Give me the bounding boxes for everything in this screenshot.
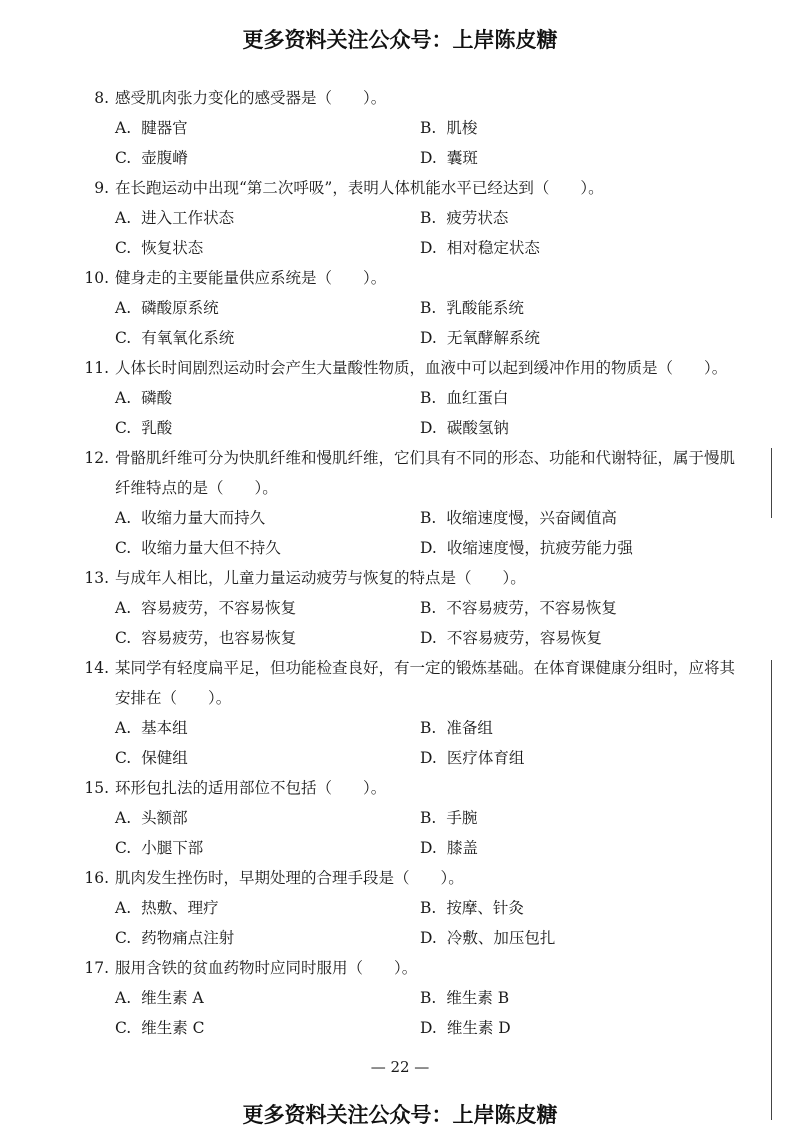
option-12a: A. 收缩力量大而持久 bbox=[115, 509, 266, 527]
option-16d: D. 冷敷、加压包扎 bbox=[420, 929, 556, 947]
question-stem: 某同学有轻度扁平足，但功能检查良好，有一定的锻炼基础。在体育课健康分组时，应将其安排在（ ）。 bbox=[115, 659, 736, 707]
question-stem: 感受肌肉张力变化的感受器是（ ）。 bbox=[115, 89, 387, 107]
question-number: 13. bbox=[84, 569, 109, 587]
scan-edge-line bbox=[771, 448, 772, 518]
question-number: 16. bbox=[84, 869, 109, 887]
question-16 bbox=[79, 863, 739, 893]
page-number: — 22 — bbox=[370, 1058, 430, 1076]
question-number: 15. bbox=[84, 779, 109, 797]
question-number: 8. bbox=[94, 89, 109, 107]
option-11a: A. 磷酸 bbox=[115, 389, 173, 407]
question-stem: 服用含铁的贫血药物时应同时服用（ ）。 bbox=[115, 959, 418, 977]
option-14b: B. 准备组 bbox=[420, 719, 493, 737]
option-8d: D. 囊斑 bbox=[420, 149, 478, 167]
question-number: 9. bbox=[94, 179, 109, 197]
scan-edge-line bbox=[771, 660, 772, 1120]
option-8a: A. 腱器官 bbox=[115, 119, 188, 137]
question-10 bbox=[79, 263, 739, 293]
question-17 bbox=[79, 953, 739, 983]
option-13b: B. 不容易疲劳，不容易恢复 bbox=[420, 599, 617, 617]
option-17b: B. 维生素 B bbox=[420, 989, 510, 1007]
option-15d: D. 膝盖 bbox=[420, 839, 478, 857]
question-number: 17. bbox=[84, 959, 109, 977]
option-9d: D. 相对稳定状态 bbox=[420, 239, 540, 257]
option-15b: B. 手腕 bbox=[420, 809, 478, 827]
option-16b: B. 按摩、针灸 bbox=[420, 899, 524, 917]
option-13c: C. 容易疲劳，也容易恢复 bbox=[115, 629, 297, 647]
option-13a: A. 容易疲劳，不容易恢复 bbox=[115, 599, 297, 617]
option-10d: D. 无氧酵解系统 bbox=[420, 329, 540, 347]
option-10a: A. 磷酸原系统 bbox=[115, 299, 219, 317]
option-11c: C. 乳酸 bbox=[115, 419, 173, 437]
option-14a: A. 基本组 bbox=[115, 719, 188, 737]
question-9 bbox=[79, 173, 739, 203]
header-banner: 更多资料关注公众号：上岸陈皮糖 bbox=[242, 28, 558, 52]
option-14d: D. 医疗体育组 bbox=[420, 749, 525, 767]
footer-banner: 更多资料关注公众号：上岸陈皮糖 bbox=[242, 1103, 558, 1127]
option-14c: C. 保健组 bbox=[115, 749, 188, 767]
question-stem: 与成年人相比，儿童力量运动疲劳与恢复的特点是（ ）。 bbox=[115, 569, 526, 587]
option-9b: B. 疲劳状态 bbox=[420, 209, 509, 227]
option-9c: C. 恢复状态 bbox=[115, 239, 204, 257]
option-17c: C. 维生素 C bbox=[115, 1019, 205, 1037]
option-15a: A. 头额部 bbox=[115, 809, 188, 827]
question-15 bbox=[79, 773, 739, 803]
question-11 bbox=[79, 353, 739, 383]
question-number: 11. bbox=[84, 359, 109, 377]
question-stem: 在长跑运动中出现“第二次呼吸”，表明人体机能水平已经达到（ ）。 bbox=[115, 179, 604, 197]
option-12b: B. 收缩速度慢，兴奋阈值高 bbox=[420, 509, 617, 527]
question-stem: 肌肉发生挫伤时，早期处理的合理手段是（ ）。 bbox=[115, 869, 464, 887]
option-10b: B. 乳酸能系统 bbox=[420, 299, 524, 317]
question-number: 12. bbox=[84, 449, 109, 467]
option-13d: D. 不容易疲劳，容易恢复 bbox=[420, 629, 602, 647]
option-11d: D. 碳酸氢钠 bbox=[420, 419, 509, 437]
question-stem: 人体长时间剧烈运动时会产生大量酸性物质，血液中可以起到缓冲作用的物质是（ ）。 bbox=[115, 359, 728, 377]
option-10c: C. 有氧氧化系统 bbox=[115, 329, 235, 347]
question-12 bbox=[79, 443, 739, 503]
option-16a: A. 热敷、理疗 bbox=[115, 899, 219, 917]
option-12d: D. 收缩速度慢，抗疲劳能力强 bbox=[420, 539, 633, 557]
option-11b: B. 血红蛋白 bbox=[420, 389, 509, 407]
option-8b: B. 肌梭 bbox=[420, 119, 478, 137]
option-8c: C. 壶腹嵴 bbox=[115, 149, 188, 167]
question-stem: 健身走的主要能量供应系统是（ ）。 bbox=[115, 269, 387, 287]
option-17d: D. 维生素 D bbox=[420, 1019, 511, 1037]
question-stem: 骨骼肌纤维可分为快肌纤维和慢肌纤维，它们具有不同的形态、功能和代谢特征，属于慢肌纤维特点的是（ ）。 bbox=[115, 449, 736, 497]
question-13 bbox=[79, 563, 739, 593]
question-stem: 环形包扎法的适用部位不包括（ ）。 bbox=[115, 779, 387, 797]
option-16c: C. 药物痛点注射 bbox=[115, 929, 235, 947]
option-12c: C. 收缩力量大但不持久 bbox=[115, 539, 281, 557]
question-14 bbox=[79, 653, 739, 713]
option-17a: A. 维生素 A bbox=[115, 989, 204, 1007]
option-15c: C. 小腿下部 bbox=[115, 839, 204, 857]
option-9a: A. 进入工作状态 bbox=[115, 209, 235, 227]
question-number: 10. bbox=[84, 269, 109, 287]
question-8 bbox=[79, 83, 739, 113]
question-number: 14. bbox=[84, 659, 109, 677]
